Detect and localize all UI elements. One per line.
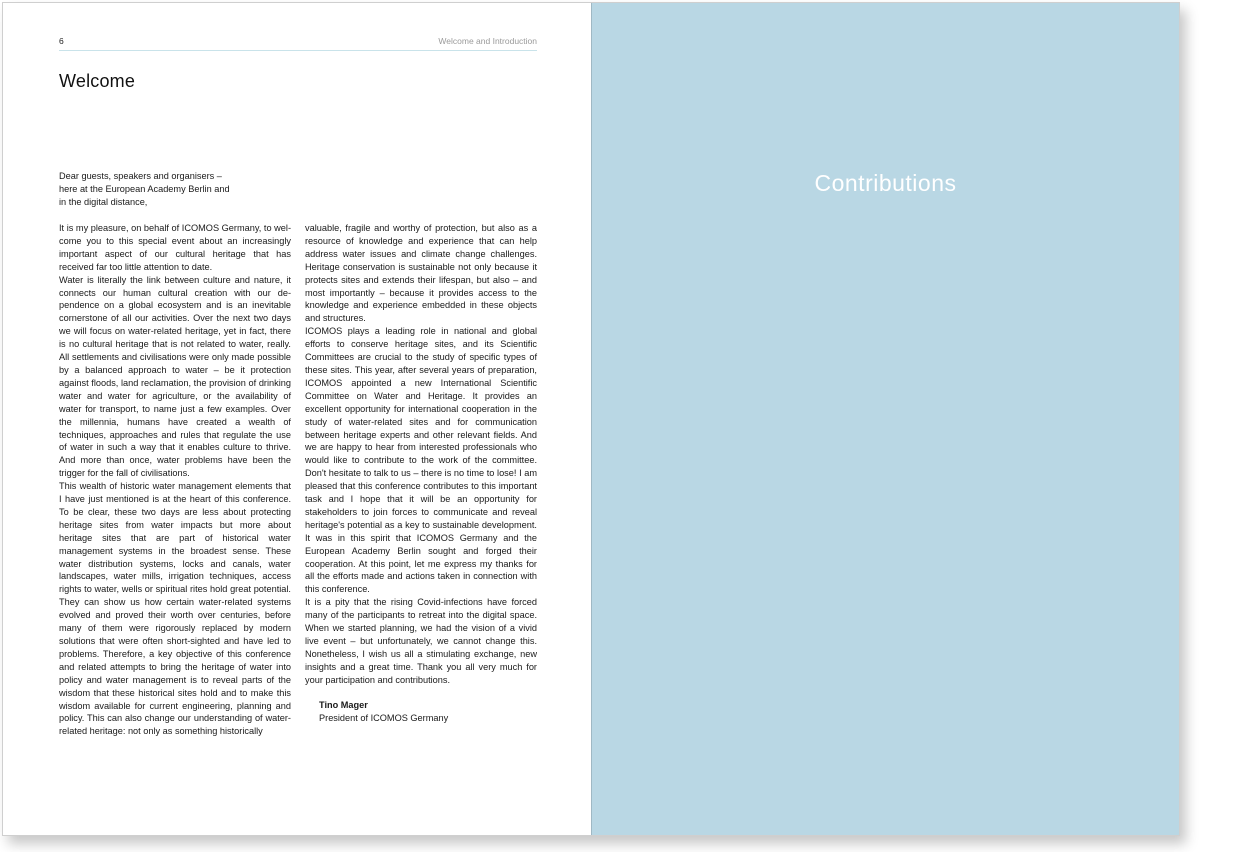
left-page (3, 3, 592, 835)
signature-name: Tino Mager (319, 700, 368, 710)
chapter-title: Contributions (814, 170, 957, 196)
text-column-2 (305, 222, 537, 687)
salutation-line: in the digital distance, (59, 197, 148, 207)
paragraph: valuable, fragile and worthy of protection, but also as a resource of knowledge and experience that can help address water issues and climate change challenges. Heritage conservation is sustainable not only because it protects sites and extends their lifespan, but also – and most importantly – because it provides access to the knowledge and experience embedded in these objects and structures. (305, 223, 537, 324)
salutation-line: Dear guests, speakers and organisers – (59, 171, 222, 181)
running-head (59, 34, 537, 51)
paragraph: Water is literally the link between culture and nature, it connects our human cultural creation with our dependence on a global ecosystem and is an inevitable cornerstone of all our activities. Over the next two days we will focus on water-related heritage, yet in fact, there is no cultural heritage that is not related to water, really. All settlements and civilisations were only made possible by a balanced approach to water – be it protection against floods, land reclamation, the provision of drinking water and water for agriculture, or the availability of water for transport, to name just a few examples. Over the millennia, humans have created a wealth of techniques, approaches and rules that regulate the use of water in such a way that it enables culture to thrive. And more than once, water problems have been the trigger for the fall of civilisations. (59, 274, 291, 479)
running-head-section: Welcome and Introduction (438, 36, 537, 46)
paragraph: ICOMOS plays a leading role in national and global efforts to conserve heritage sites, and its Scientific Committees are crucial to the study of specific types of these sites. This year, after several years of preparation, ICOMOS appointed a new International Scientific Committee on Water and Heritage. It provides an excellent opportunity for international cooperation in the study of water-related sites and for communication between heritage experts and other relevant fields. And we are happy to hear from interested professionals who would like to contribute to the work of the committee. Don't hesitate to talk to us – there is no time to lose! I am pleased that this conference contributes to this important task and I hope that it will be an opportunity for stakeholders to join forces to communicate and reveal heritage's potential as a key to sustainable development. It was in this spirit that ICOMOS Germany and the European Academy Berlin sought and forged their cooperation. At this point, let me express my thanks for all the efforts made and actions taken in connection with this conference. (305, 326, 537, 595)
signature-role: President of ICOMOS Germany (319, 713, 449, 723)
book-spread (2, 2, 1180, 836)
signature (319, 699, 448, 725)
page-number: 6 (59, 36, 64, 46)
salutation-line: here at the European Academy Berlin and (59, 184, 230, 194)
page-title: Welcome (59, 71, 136, 91)
paragraph: It is my pleasure, on behalf of ICOMOS Germany, to welcome you to this special event about an increasingly important aspect of our cultural heritage that has received far too little attention to date. (59, 223, 291, 272)
paragraph: This wealth of historic water management elements that I have just mentioned is at the heart of this conference. To be clear, these two days are less about protecting heritage sites from water impacts but more about heritage sites that are part of historical water management systems in the broadest sense. These water distribution systems, locks and canals, water landscapes, water mills, irrigation techniques, access rights to water, wells or spiritual rites hold great potential. They can show us how certain water-related systems evolved and proved their worth over centuries, before many of them were rigorously replaced by modern solutions that were often short-sighted and have led to problems. Therefore, a key objective of this conference and related attempts to bring the heritage of water into policy and water management is to reveal parts of the wisdom that these historical sites hold and to make this wisdom available for current engineering, planning and policy. This can also change our understanding of water-related heritage: not only as something historically (59, 481, 291, 737)
salutation (59, 170, 299, 209)
paragraph: It is a pity that the rising Covid-infections have forced many of the participants to retreat into the digital space. When we started planning, we had the vision of a vivid live event – but unfortunately, we cannot change this. Nonetheless, I wish us all a stimulating exchange, new insights and a great time. Thank you all very much for your participation and contributions. (305, 597, 537, 685)
text-column-1 (59, 222, 291, 738)
right-page (592, 3, 1179, 835)
